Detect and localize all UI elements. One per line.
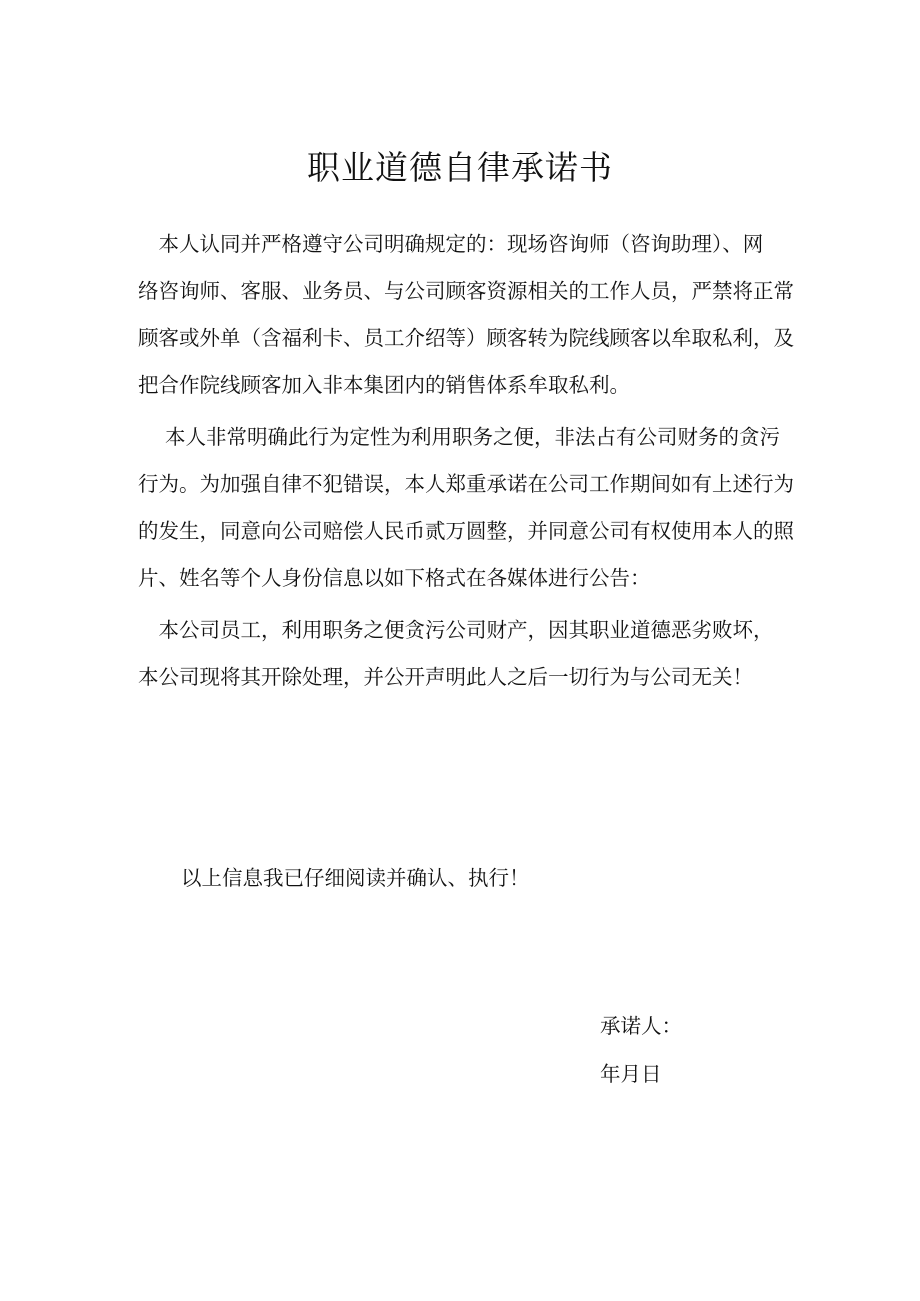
paragraph-line: 片、姓名等个人身份信息以如下格式在各媒体进行公告： (138, 566, 651, 590)
date-label: 年月日 (600, 1062, 662, 1086)
paragraph-line: 络咨询师、客服、业务员、与公司顾客资源相关的工作人员，严禁将正常 (138, 279, 794, 303)
paragraph-line: 的发生，同意向公司赔偿人民币贰万圆整，并同意公司有权使用本人的照 (138, 519, 794, 543)
paragraph-line: 本公司员工，利用职务之便贪污公司财产，因其职业道德恶劣败坏， (138, 618, 774, 642)
confirmation-statement: 以上信息我已仔细阅读并确认、执行！ (181, 866, 530, 890)
document-title: 职业道德自律承诺书 (307, 148, 613, 187)
paragraph-line: 把合作院线顾客加入非本集团内的销售体系牟取私利。 (138, 373, 630, 397)
paragraph-commitment-scope (138, 221, 794, 409)
paragraph-line: 顾客或外单（含福利卡、员工介绍等）顾客转为院线顾客以牟取私利，及 (138, 326, 794, 350)
paragraph-line: 行为。为加强自律不犯错误，本人郑重承诺在公司工作期间如有上述行为 (138, 472, 794, 496)
paragraph-line: 本人认同并严格遵守公司明确规定的：现场咨询师（咨询助理）、网 (138, 232, 764, 256)
signer-label: 承诺人： (600, 1014, 682, 1038)
paragraph-line: 本人非常明确此行为定性为利用职务之便，非法占有公司财务的贪污 (138, 425, 781, 449)
paragraph-announcement (138, 607, 783, 701)
paragraph-penalty (138, 414, 794, 602)
paragraph-line: 本公司现将其开除处理，并公开声明此人之后一切行为与公司无关！ (138, 665, 753, 689)
